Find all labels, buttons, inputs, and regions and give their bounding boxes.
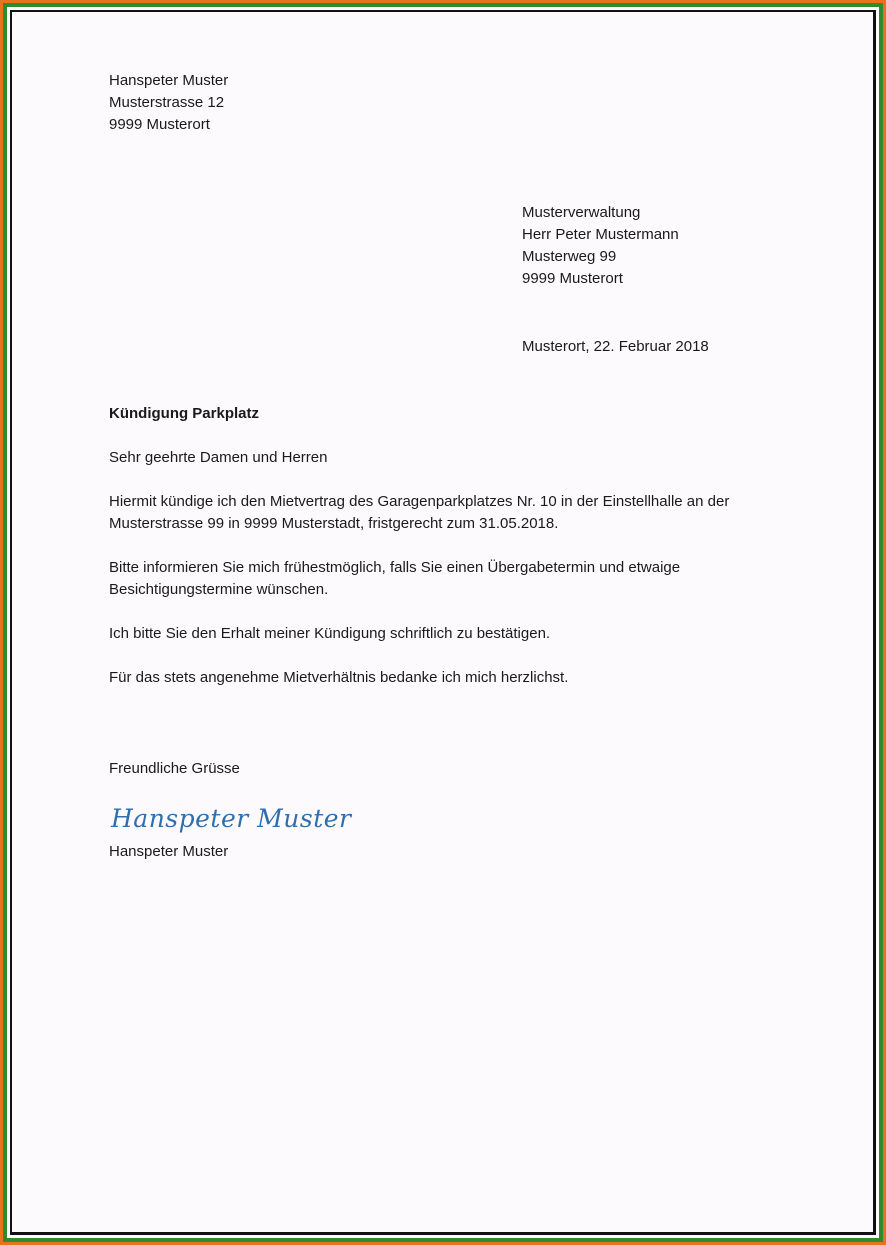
signer-name: Hanspeter Muster <box>109 843 229 860</box>
paragraph-1-line-1: Hiermit kündige ich den Mietvertrag des Garagenparkplatzes Nr. 10 in der Einstellhalle an der <box>109 493 730 510</box>
sender-city: 9999 Musterort <box>109 116 210 133</box>
recipient-address <box>522 202 679 290</box>
sender-address <box>109 70 228 136</box>
recipient-city: 9999 Musterort <box>522 270 623 287</box>
letter-salutation: Sehr geehrte Damen und Herren <box>109 449 328 466</box>
paragraph-2-line-1: Bitte informieren Sie mich frühestmöglich, falls Sie einen Übergabetermin und etwaige <box>109 559 681 576</box>
body-paragraph-3: Ich bitte Sie den Erhalt meiner Kündigung schriftlich zu bestätigen. <box>109 625 551 642</box>
body-paragraph-4: Für das stets angenehme Mietverhältnis bedanke ich mich herzlichst. <box>109 669 569 686</box>
letter-page <box>10 10 876 1235</box>
letter-closing: Freundliche Grüsse <box>109 760 240 777</box>
letter-date: Musterort, 22. Februar 2018 <box>522 338 709 355</box>
sender-name: Hanspeter Muster <box>109 72 229 89</box>
recipient-company: Musterverwaltung <box>522 204 641 221</box>
sender-street: Musterstrasse 12 <box>109 94 225 111</box>
recipient-person: Herr Peter Mustermann <box>522 226 679 243</box>
paragraph-1-line-2: Musterstrasse 99 in 9999 Musterstadt, fristgerecht zum 31.05.2018. <box>109 515 559 532</box>
paragraph-2-line-2: Besichtigungstermine wünschen. <box>109 581 329 598</box>
handwritten-signature: Hanspeter Muster <box>111 804 352 833</box>
body-paragraph-2 <box>109 557 680 601</box>
recipient-street: Musterweg 99 <box>522 248 617 265</box>
letter-subject: Kündigung Parkplatz <box>109 405 259 422</box>
body-paragraph-1 <box>109 491 729 535</box>
